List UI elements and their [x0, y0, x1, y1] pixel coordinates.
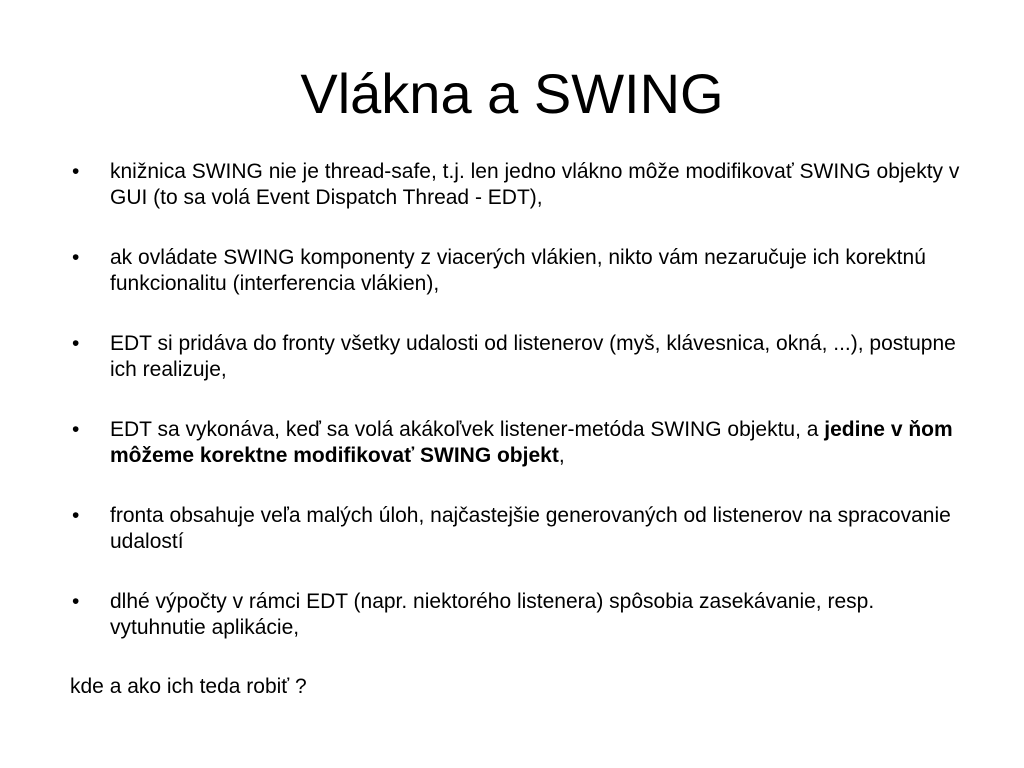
bullet-list — [0, 159, 1024, 675]
bullet-text: ak ovládate SWING komponenty z viacerých vlákien, nikto vám nezaručuje ich korektnú funkcionalitu (interferencia vlákien), — [110, 246, 926, 295]
bullet-text-emphasis: jedine v ňom môžeme korektne modifikovať SWING objekt — [110, 418, 953, 467]
closing-question: kde a ako ich teda robiť ? — [70, 675, 307, 698]
bullet-text-lead: EDT sa vykonáva, keď sa volá akákoľvek listener-metóda SWING objektu, a — [110, 418, 825, 441]
slide-title: Vlákna a SWING — [300, 62, 724, 125]
bullet-icon: • — [72, 246, 80, 269]
bullet-text — [110, 418, 953, 467]
bullet-item — [0, 331, 1024, 383]
bullet-item — [0, 245, 1024, 297]
bullet-icon: • — [72, 504, 80, 527]
bullet-text: dlhé výpočty v rámci EDT (napr. niektorého listenera) spôsobia zasekávanie, resp. vytuhnutie aplikácie, — [110, 590, 875, 639]
bullet-icon: • — [72, 590, 80, 613]
bullet-icon: • — [72, 418, 80, 441]
bullet-icon: • — [72, 160, 80, 183]
bullet-text: fronta obsahuje veľa malých úloh, najčastejšie generovaných od listenerov na spracovanie udalostí — [110, 504, 951, 553]
bullet-icon: • — [72, 332, 80, 355]
bullet-text: knižnica SWING nie je thread-safe, t.j. len jedno vlákno môže modifikovať SWING objekty v GUI (to sa volá Event Dispatch Thread - EDT), — [110, 160, 960, 209]
bullet-item — [0, 503, 1024, 555]
bullet-text: EDT si pridáva do fronty všetky udalosti od listenerov (myš, klávesnica, okná, ...), postupne ich realizuje, — [110, 332, 956, 381]
bullet-item — [0, 159, 1024, 211]
bullet-item — [0, 589, 1024, 641]
bullet-item — [0, 417, 1024, 469]
bullet-text-trail: , — [558, 444, 565, 467]
